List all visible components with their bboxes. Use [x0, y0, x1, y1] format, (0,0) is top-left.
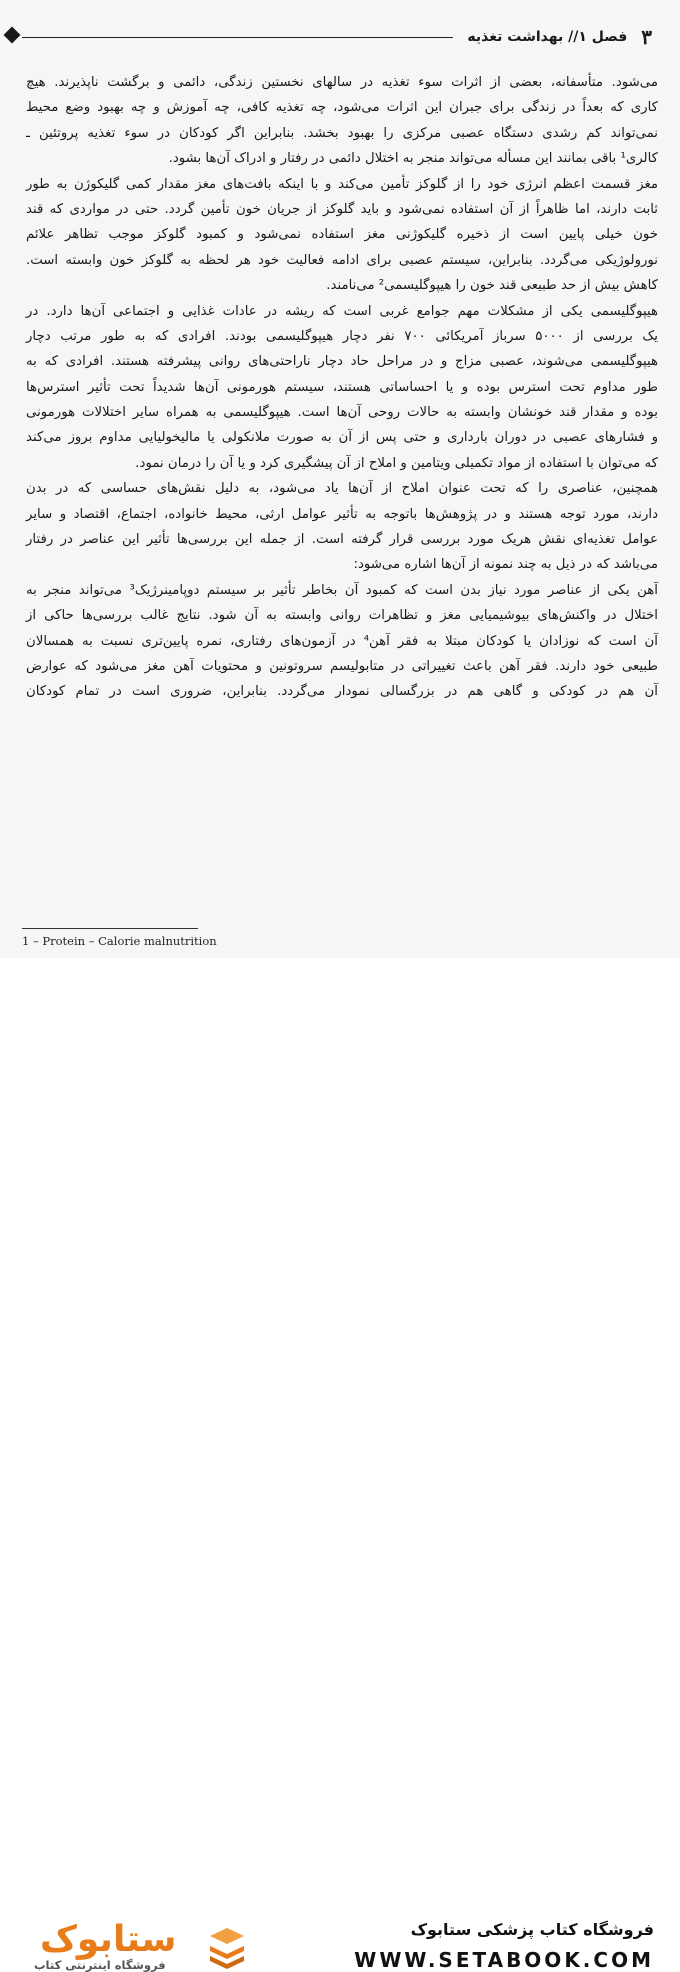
text-line: اختلال در واکنش‌های بیوشیمیایی مغز و تظاهرات روانی وابسته به آن شود. نتایج غالب بررسی‌ها حاکی از [26, 608, 658, 624]
watermark-banner [0, 958, 680, 1972]
shop-url: WWW.SETABOOK.COM [354, 1948, 654, 1972]
text-line: آن است که نوزادان یا کودکان مبتلا به فقر آهن⁴ در آزمون‌های رفتاری، نمره پایین‌تری نسبت به همسالان [26, 633, 658, 649]
header-rule [22, 37, 453, 38]
text-line: کاهش بیش از حد طبیعی قند خون را هیپوگلیسمی² می‌نامند. [326, 278, 658, 294]
setabook-logo-text: ستابوک [40, 1919, 177, 1960]
book-page [0, 0, 680, 958]
chapter-title: فصل ۱// بهداشت تغذیه [467, 29, 628, 45]
footnote: 1 – Protein – Calorie malnutrition [22, 934, 217, 948]
shop-name: فروشگاه کتاب پزشکی ستابوک [410, 1920, 654, 1939]
text-line: دارند، مورد توجه هستند و در پژوهش‌ها باتوجه به تأثیر عوامل ارثی، محیط خانواده، اجتماع، اقتصاد و سایر [26, 506, 658, 522]
text-line: ثابت دارند، اما ظاهراً از آن استفاده نمی‌شود و باید گلوکز از جریان خون تأمین گردد. حتی در مواردی که قند [26, 201, 658, 217]
text-line: خون خیلی پایین است از ذخیره گلیکوژنی مغز استفاده نمی‌شود و کمبود گلوکز موجب تظاهر علائم [26, 227, 658, 243]
header-diamond-ornament [4, 27, 21, 44]
text-line: آهن یکی از عناصر مورد نیاز بدن است که کمبود آن بخاطر تأثیر بر سیستم دوپامینرژیک³ می‌تواند منجر به [26, 582, 658, 598]
text-line: کاری که بعداً در زندگی برای جبران این اثرات می‌شود، چه تغذیه کافی، چه آموزش و چه بهبود وضع محیط [26, 100, 658, 116]
text-line: که می‌توان با استفاده از مواد تکمیلی ویتامین و املاح از آن پیشگیری کرد و یا آن را درمان نمود. [135, 455, 658, 471]
footnote-rule [22, 928, 198, 929]
text-line: می‌باشد که در ذیل به چند نمونه از آن‌ها اشاره می‌شود: [353, 557, 658, 573]
text-line: مغز قسمت اعظم انرژی خود را از گلوکز تأمین می‌کند و با اینکه بافت‌های مغز مقدار کمی گلیکوژن به طور [26, 176, 658, 192]
setabook-logo-tagline: فروشگاه اینترنتی کتاب [34, 1958, 166, 1972]
body-text [26, 70, 658, 705]
text-line: همچنین، عناصری را که تحت عنوان املاح از آن‌ها یاد می‌شود، به دلیل نقش‌های حساسی که در بدن [26, 481, 658, 497]
text-line: عوامل تغذیه‌ای نقش هریک مورد بررسی قرار گرفته است. از جمله این بررسی‌ها تأثیر این عناصر در رفتار [26, 532, 658, 548]
page-header [22, 20, 652, 54]
text-line: می‌شود. متأسفانه، بعضی از اثرات سوء تغذیه در سالهای نخستین زندگی، دائمی و برگشت ناپذیرند. هیچ [26, 75, 658, 90]
text-line: طبیعی خود دارند. فقر آهن باعث تغییراتی در متابولیسم سروتونین و محتویات آهن مغز می‌شود که عوارض [26, 658, 658, 674]
text-line: کالری¹ باقی بمانند این مسأله می‌تواند منجر به اختلال دائمی در رفتار و ادراک آن‌ها بشود. [168, 151, 658, 167]
text-line: هیپوگلیسمی یکی از مشکلات مهم جوامع غربی است که ریشه در عادات غذایی و اجتماعی آن‌ها دارد. در [26, 303, 658, 319]
text-line: بوده و مقدار قند خونشان وابسته به حالات روحی آن‌ها است. هیپوگلیسمی به همراه سایر اختلالات هورمونی [26, 405, 658, 421]
text-line: نورولوژیکی می‌گردد. بنابراین، سیستم عصبی برای ادامه فعالیت خود هر لحظه به گلوکز خون وابسته است. [26, 252, 658, 268]
book-stack-icon [208, 1926, 246, 1970]
text-line: طور مداوم تحت استرس بوده و یا احساساتی هستند، سیستم هورمونی آن‌ها شدیداً تحت تأثیر استرس‌ها [26, 379, 658, 395]
text-line: و فشارهای عصبی در دوران بارداری و حتی پس از آن به صورت ملانکولی یا مالیخولیایی مداوم بروز می‌کند [26, 430, 658, 446]
text-line: آن هم در کودکی و گاهی هم در بزرگسالی نمودار می‌گردد. بنابراین، ضروری است در تمام کودکان [26, 684, 658, 700]
page-number: ۳ [641, 25, 652, 49]
text-line: یک بررسی از ۵۰۰۰ سرباز آمریکائی ۷۰۰ نفر دچار هیپوگلیسمی بودند. افرادی که به طور مرتب دچار [26, 328, 658, 344]
text-line: نمی‌تواند کم رشدی دستگاه عصبی مرکزی را بهبود بخشد. بنابراین اگر کودکان در سوء تغذیه پروتئین ـ [26, 125, 658, 141]
text-line: هیپوگلیسمی می‌شوند، عصبی مزاج و در مراحل حاد دچار ناراحتی‌های روانی پیشرفته هستند. افرادی که به [26, 354, 658, 370]
